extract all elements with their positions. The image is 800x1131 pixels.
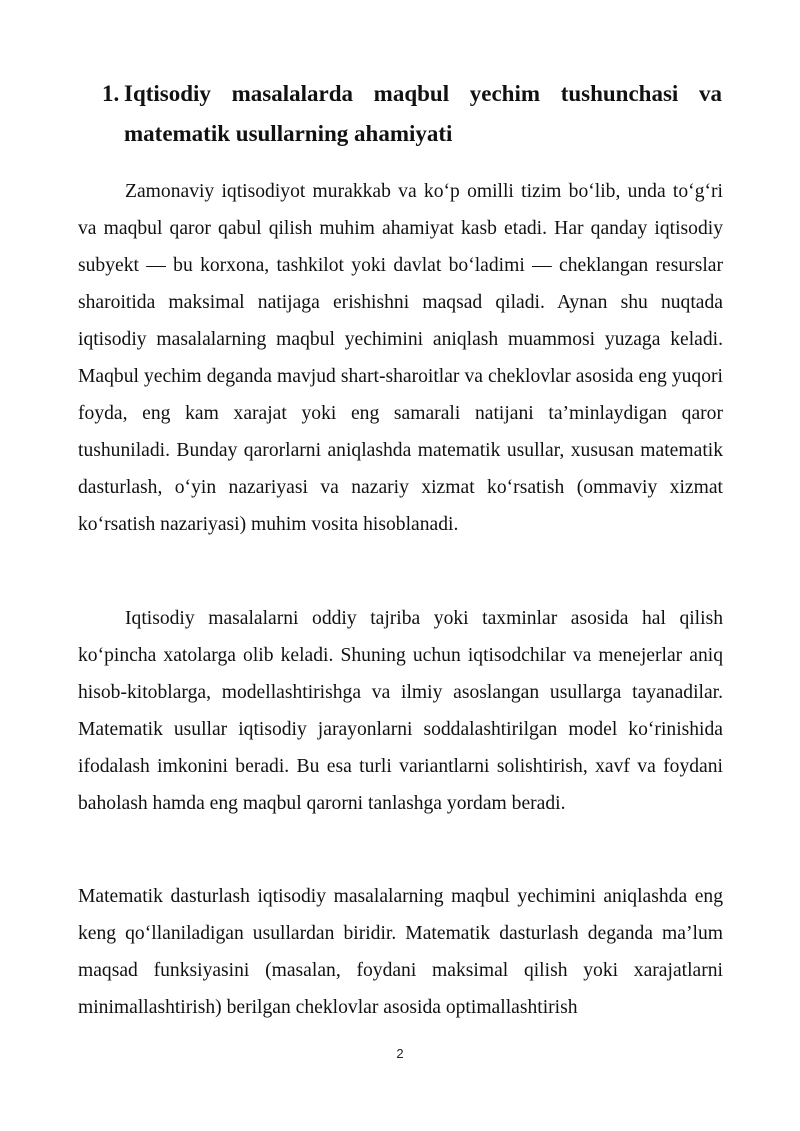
- paragraph-2: Iqtisodiy masalalarni oddiy tajriba yoki taxminlar asosida hal qilish ko‘pincha xatolarga olib keladi. Shuning uchun iqtisodchilar va menejerlar aniq hisob-kitoblarga, modellashtirishga va ilmiy asoslangan usullarga tayanadilar. Matematik usullar iqtisodiy jarayonlarni soddalashtirilgan model ko‘rinishida ifodalash imkonini beradi. Bu esa turli variantlarni solishtirish, xavf va foydani baholash hamda eng maqbul qarorni tanlashga yordam beradi.: [78, 608, 723, 814]
- section-title: Iqtisodiy masalalarda maqbul yechim tushunchasi va matematik usullarning ahamiyati: [124, 81, 722, 146]
- paragraph-1: Zamonaviy iqtisodiyot murakkab va ko‘p omilli tizim bo‘lib, unda to‘g‘ri va maqbul qaror qabul qilish muhim ahamiyat kasb etadi. Har qanday iqtisodiy subyekt — bu korxona, tashkilot yoki davlat bo‘ladimi — cheklangan resurslar sharoitida maksimal natijaga erishishni maqsad qiladi. Aynan shu nuqtada iqtisodiy masalalarning maqbul yechimini aniqlash muammosi yuzaga keladi. Maqbul yechim deganda mavjud shart-sharoitlar va cheklovlar asosida eng yuqori foyda, eng kam xarajat yoki eng samarali natijani ta’minlaydigan qaror tushuniladi. Bunday qarorlarni aniqlashda matematik usullar, xususan matematik dasturlash, o‘yin nazariyasi va nazariy xizmat ko‘rsatish (ommaviy xizmat ko‘rsatish nazariyasi) muhim vosita hisoblanadi.: [78, 181, 723, 535]
- page-number: 2: [396, 1046, 404, 1061]
- section-heading: [102, 74, 722, 154]
- section-number: 1.: [102, 81, 120, 106]
- paragraph-3: Matematik dasturlash iqtisodiy masalalarning maqbul yechimini aniqlashda eng keng qo‘llaniladigan usullardan biridir. Matematik dasturlash deganda ma’lum maqsad funksiyasini (masalan, foydani maksimal qilish yoki xarajatlarni minimallashtirish) berilgan cheklovlar asosida optimallashtirish: [78, 886, 723, 1018]
